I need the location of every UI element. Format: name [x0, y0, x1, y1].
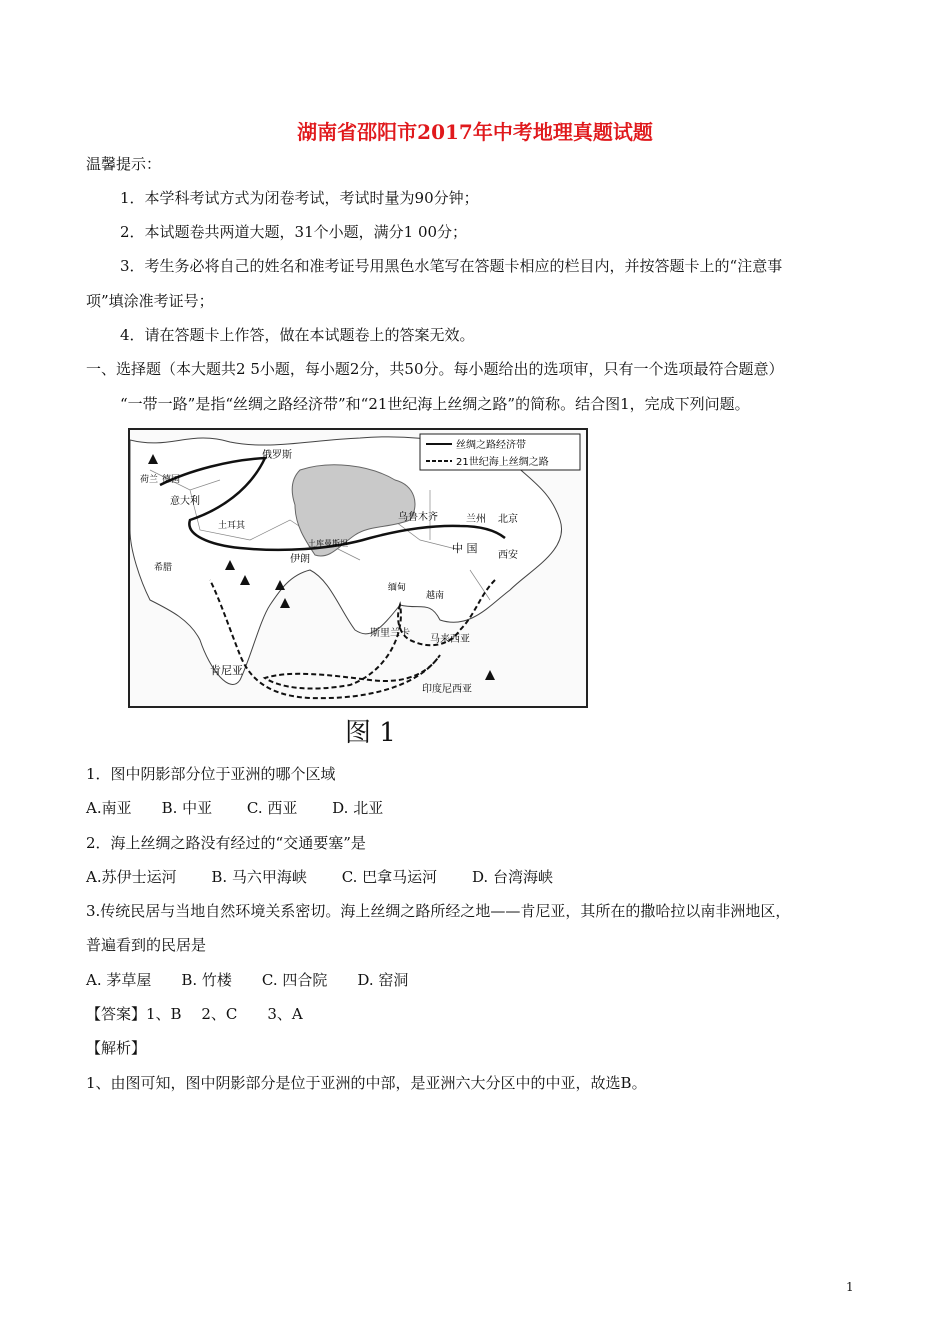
- map-graphic: [130, 430, 586, 706]
- label-urumqi: 乌鲁木齐: [398, 512, 438, 523]
- label-malaysia: 马来西亚: [430, 634, 470, 645]
- tip-item-1: 1．本学科考试方式为闭卷考试，考试时量为90分钟；: [120, 189, 479, 207]
- label-germany: 德国: [162, 475, 181, 485]
- analysis-1: 1、由图可知，图中阴影部分是位于亚洲的中部，是亚洲六大分区中的中亚，故选B。: [86, 1074, 647, 1092]
- label-iran: 伊朗: [290, 554, 310, 565]
- label-turkey: 土耳其: [218, 521, 246, 531]
- question-1-stem: 1．图中阴影部分位于亚洲的哪个区域: [86, 765, 336, 783]
- tip-item-2: 2．本试题卷共两道大题，31个小题，满分1 00分；: [120, 223, 468, 241]
- figure-caption: 图 1: [345, 718, 396, 748]
- label-kenya: 肯尼亚: [210, 664, 243, 677]
- question-3-options: A. 茅草屋 B. 竹楼 C. 四合院 D. 窑洞: [86, 971, 409, 989]
- legend-land-label: 丝绸之路经济带: [456, 440, 526, 451]
- label-xian: 西安: [498, 550, 518, 561]
- question-3-stem: 3.传统民居与当地自然环境关系密切。海上丝绸之路所经之地——肯尼亚，其所在的撒哈拉以南非洲地区，: [86, 902, 791, 920]
- label-indonesia: 印度尼西亚: [422, 684, 472, 695]
- label-russia: 俄罗斯: [262, 450, 292, 461]
- label-myanmar: 缅甸: [388, 583, 407, 593]
- label-beijing: 北京: [498, 514, 518, 525]
- tip-item-3-cont: 项”填涂准考证号；: [86, 292, 214, 310]
- page-title: 湖南省邵阳市2017年中考地理真题试题: [297, 120, 653, 144]
- page-number: 1: [846, 1280, 854, 1294]
- label-italy: 意大利: [170, 496, 200, 507]
- label-srilanka: 斯里兰卡: [370, 628, 410, 639]
- label-lanzhou: 兰州: [466, 514, 486, 525]
- label-china: 中 国: [452, 542, 478, 555]
- label-netherlands: 荷兰: [140, 475, 159, 485]
- tips-heading: 温馨提示：: [86, 155, 162, 173]
- label-turkmenistan: 土库曼斯坦: [308, 539, 348, 548]
- belt-road-map: [128, 428, 588, 708]
- section-intro: “一带一路”是指“丝绸之路经济带”和“21世纪海上丝绸之路”的简称。结合图1，完成下列问题。: [120, 395, 750, 413]
- question-1-options: A.南亚 B. 中亚 C. 西亚 D. 北亚: [86, 799, 384, 817]
- legend-sea-label: 21世纪海上丝绸之路: [456, 457, 549, 468]
- section-heading: 一、选择题（本大题共2 5小题，每小题2分，共50分。每小题给出的选项审，只有一个选项最符合题意）: [86, 360, 784, 378]
- tip-item-4: 4．请在答题卡上作答，做在本试题卷上的答案无效。: [120, 326, 475, 344]
- label-vietnam: 越南: [426, 591, 445, 601]
- analysis-heading: 【解析】: [86, 1039, 147, 1057]
- question-2-options: A.苏伊士运河 B. 马六甲海峡 C. 巴拿马运河 D. 台湾海峡: [86, 868, 553, 886]
- label-greece: 希腊: [154, 563, 173, 573]
- tip-item-3: 3．考生务必将自己的姓名和准考证号用黑色水笔写在答题卡相应的栏目内，并按答题卡上的“注意事: [120, 257, 783, 275]
- answer-line: 【答案】1、B 2、C 3、A: [86, 1005, 303, 1023]
- question-2-stem: 2．海上丝绸之路没有经过的“交通要塞”是: [86, 834, 366, 852]
- question-3-stem-cont: 普遍看到的民居是: [86, 936, 207, 954]
